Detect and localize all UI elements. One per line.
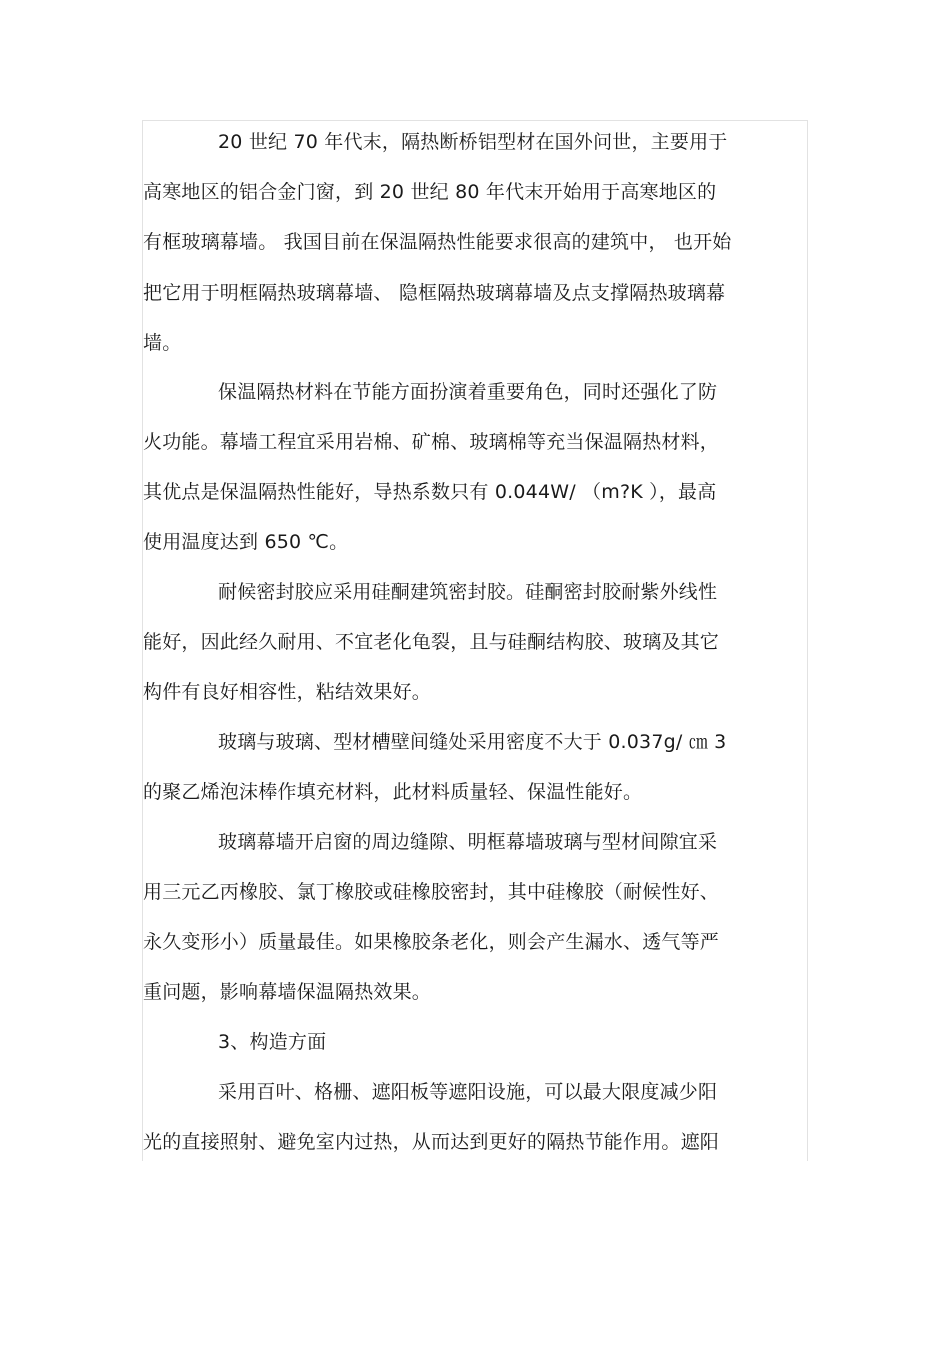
paragraph-line: 高寒地区的铝合金门窗，到 20 世纪 80 年代末开始用于高寒地区的 <box>143 181 717 203</box>
paragraph-line: 的聚乙烯泡沫棒作填充材料，此材料质量轻、保温性能好。 <box>143 781 643 803</box>
paragraph-line: 采用百叶、格栅、遮阳板等遮阳设施，可以最大限度减少阳 <box>218 1081 718 1103</box>
paragraph-line: 其优点是保温隔热性能好，导热系数只有 0.044W/ （m?K ），最高 <box>143 481 717 503</box>
section-heading: 3、构造方面 <box>218 1031 327 1053</box>
paragraph-line: 玻璃幕墙开启窗的周边缝隙、明框幕墙玻璃与型材间隙宜采 <box>218 831 718 853</box>
paragraph-line: 重问题，影响幕墙保温隔热效果。 <box>143 981 432 1003</box>
paragraph-line: 把它用于明框隔热玻璃幕墙、 隐框隔热玻璃幕墙及点支撑隔热玻璃幕 <box>143 282 726 304</box>
paragraph-line: 保温隔热材料在节能方面扮演着重要角色，同时还强化了防 <box>218 381 718 403</box>
paragraph-line: 永久变形小）质量最佳。如果橡胶条老化，则会产生漏水、透气等严 <box>143 931 720 953</box>
paragraph-line: 能好，因此经久耐用、不宜老化龟裂，且与硅酮结构胶、玻璃及其它 <box>143 631 720 653</box>
paragraph-line: 耐候密封胶应采用硅酮建筑密封胶。硅酮密封胶耐紫外线性 <box>218 581 718 603</box>
paragraph-line: 20 世纪 70 年代末，隔热断桥铝型材在国外问世，主要用于 <box>218 131 728 153</box>
paragraph-line: 有框玻璃幕墙。 我国目前在保温隔热性能要求很高的建筑中， 也开始 <box>143 231 732 253</box>
paragraph-line: 火功能。幕墙工程宜采用岩棉、矿棉、玻璃棉等充当保温隔热材料， <box>143 431 720 453</box>
paragraph-line: 使用温度达到 650 ℃。 <box>143 531 349 553</box>
paragraph-line: 构件有良好相容性，粘结效果好。 <box>143 681 432 703</box>
paragraph-line: 墙。 <box>143 332 182 354</box>
paragraph-line: 光的直接照射、避免室内过热，从而达到更好的隔热节能作用。遮阳 <box>143 1131 720 1153</box>
paragraph-line: 玻璃与玻璃、型材槽壁间缝处采用密度不大于 0.037g/ ㎝ 3 <box>218 731 727 753</box>
paragraph-line: 用三元乙丙橡胶、氯丁橡胶或硅橡胶密封，其中硅橡胶（耐候性好、 <box>143 881 720 903</box>
